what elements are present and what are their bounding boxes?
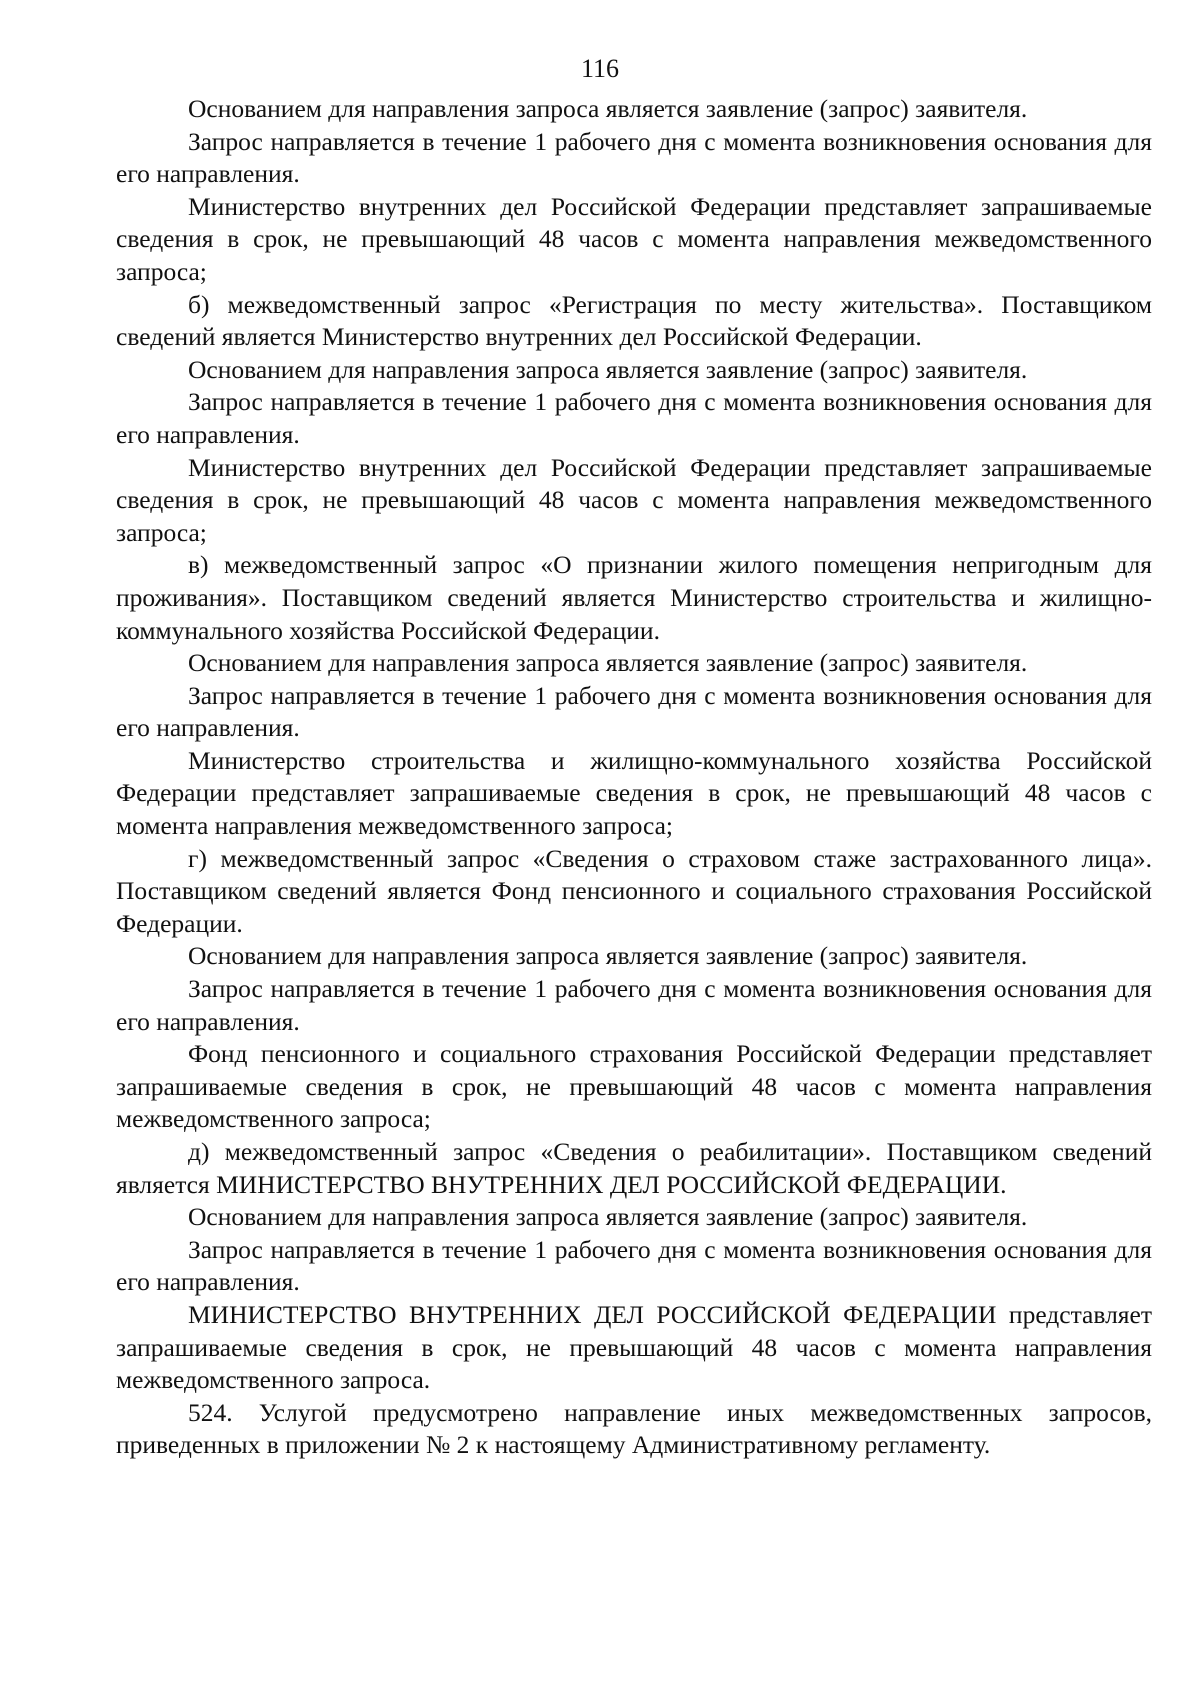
paragraph: Министерство строительства и жилищно-коммунального хозяйства Российской Федерации представляет запрашиваемые сведения в срок, не превышающий 48 часов с момента направления межведомственного запроса;	[116, 745, 1152, 841]
paragraph: Фонд пенсионного и социального страхования Российской Федерации представляет запрашиваемые сведения в срок, не превышающий 48 часов с момента направления межведомственного запроса;	[116, 1039, 1152, 1134]
paragraph: Основанием для направления запроса является заявление (запрос) заявителя.	[188, 94, 1028, 123]
paragraph: Министерство внутренних дел Российской Федерации представляет запрашиваемые сведения в срок, не превышающий 48 часов с момента направления межведомственного запроса;	[116, 191, 1152, 286]
paragraph: МИНИСТЕРСТВО ВНУТРЕННИХ ДЕЛ РОССИЙСКОЙ ФЕДЕРАЦИИ представляет запрашиваемые сведения в срок, не превышающий 48 часов с момента направления межведомственного запроса.	[116, 1299, 1152, 1395]
paragraph: д) межведомственный запрос «Сведения о реабилитации». Поставщиком сведений является МИНИСТЕРСТВО ВНУТРЕННИХ ДЕЛ РОССИЙСКОЙ ФЕДЕРАЦИИ.	[116, 1137, 1152, 1199]
paragraph: Запрос направляется в течение 1 рабочего дня с момента возникновения основания для его направления.	[116, 1234, 1152, 1297]
paragraph: Запрос направляется в течение 1 рабочего дня с момента возникновения основания для его направления.	[116, 126, 1152, 189]
paragraph: Запрос направляется в течение 1 рабочего дня с момента возникновения основания для его направления.	[116, 680, 1152, 743]
paragraph: 524. Услугой предусмотрено направление иных межведомственных запросов, приведенных в приложении № 2 к настоящему Административному регламенту.	[116, 1397, 1152, 1460]
paragraph: г) межведомственный запрос «Сведения о страховом стаже застрахованного лица». Поставщиком сведений является Фонд пенсионного и социального страхования Российской Федерации.	[116, 843, 1152, 938]
paragraph: Основанием для направления запроса является заявление (запрос) заявителя.	[188, 1202, 1028, 1232]
paragraph: б) межведомственный запрос «Регистрация по месту жительства». Поставщиком сведений является Министерство внутренних дел Российской Федерации.	[116, 289, 1152, 352]
paragraph: в) межведомственный запрос «О признании жилого помещения непригодным для проживания». Поставщиком сведений является Министерство строительства и жилищно-коммунального хозяйства Российской Федерации.	[116, 550, 1152, 645]
page-number: 116	[580, 54, 620, 83]
paragraph: Запрос направляется в течение 1 рабочего дня с момента возникновения основания для его направления.	[116, 974, 1152, 1036]
paragraph: Основанием для направления запроса является заявление (запрос) заявителя.	[188, 354, 1028, 384]
body-text	[116, 93, 1152, 1462]
paragraph: Основанием для направления запроса является заявление (запрос) заявителя.	[188, 648, 1028, 678]
paragraph: Министерство внутренних дел Российской Федерации представляет запрашиваемые сведения в срок, не превышающий 48 часов с момента направления межведомственного запроса;	[116, 452, 1152, 547]
paragraph: Основанием для направления запроса является заявление (запрос) заявителя.	[188, 941, 1028, 971]
paragraph: Запрос направляется в течение 1 рабочего дня с момента возникновения основания для его направления.	[116, 387, 1152, 449]
